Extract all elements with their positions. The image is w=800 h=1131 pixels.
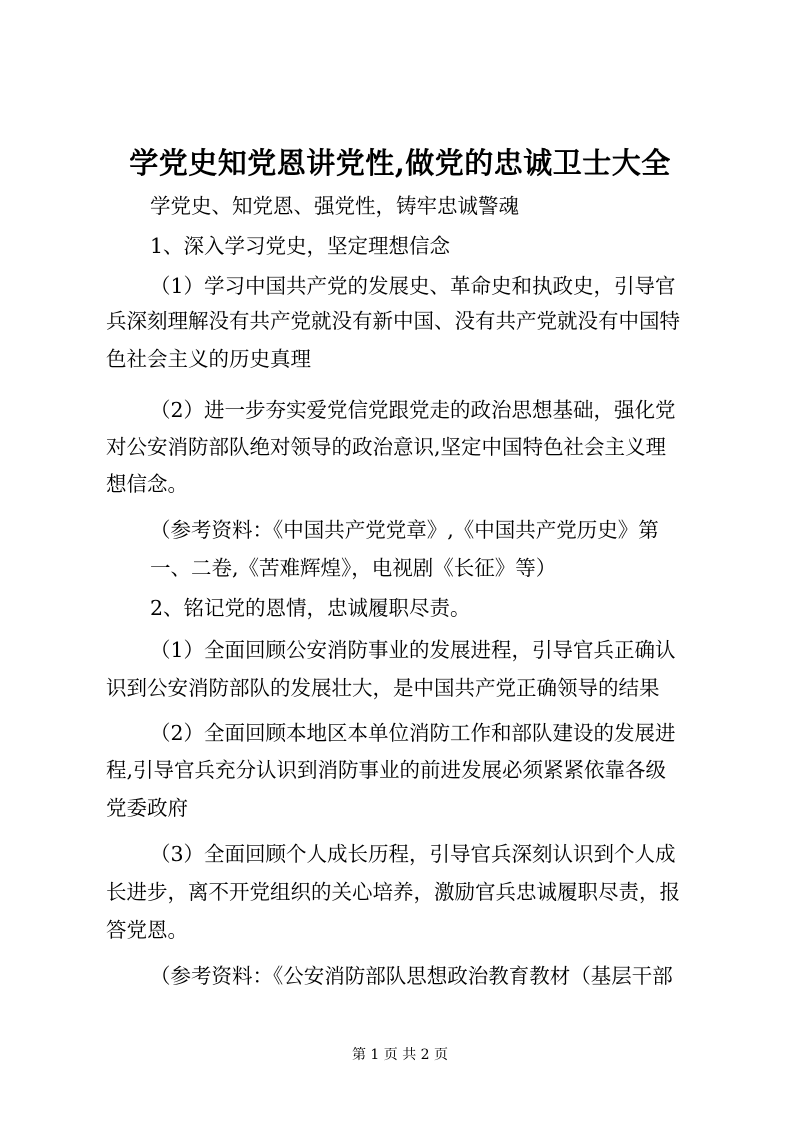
paragraph-line: 对公安消防部队绝对领导的政治意识,坚定中国特色社会主义理	[106, 435, 667, 459]
reference-line: 一、二卷,《苦难辉煌》，电视剧《长征》等）	[150, 556, 557, 580]
paragraph-line: 识到公安消防部队的发展壮大，是中国共产党正确领导的结果	[106, 676, 660, 700]
paragraph-line: 想信念。	[106, 472, 188, 496]
section-heading-1: 1、深入学习党史，坚定理想信念	[150, 234, 451, 258]
paragraph-line: 长进步，离不开党组织的关心培养，激励官兵忠诚履职尽责，报	[106, 880, 680, 904]
paragraph-line: （1）全面回顾公安消防事业的发展进程，引导官兵正确认	[150, 638, 676, 662]
paragraph-line: （3）全面回顾个人成长历程，引导官兵深刻认识到个人成	[150, 842, 676, 866]
subtitle-line: 学党史、知党恩、强党性，铸牢忠诚警魂	[150, 194, 519, 218]
paragraph-line: 程,引导官兵充分认识到消防事业的前进发展必须紧紧依靠各级	[106, 758, 667, 782]
paragraph-line: 色社会主义的历史真理	[106, 347, 311, 371]
paragraph-line: （2）进一步夯实爱党信党跟党走的政治思想基础，强化党	[150, 398, 676, 422]
page-footer: 第 1 页 共 2 页	[351, 1047, 449, 1063]
paragraph-line: 答党恩。	[106, 918, 188, 942]
reference-line: （参考资料：《中国共产党党章》,《中国共产党历史》第	[150, 518, 659, 542]
paragraph-line: （2）全面回顾本地区本单位消防工作和部队建设的发展进	[150, 721, 676, 745]
reference-line: （参考资料：《公安消防部队思想政治教育教材（基层干部	[150, 964, 673, 988]
document-title: 学党史知党恩讲党性,做党的忠诚卫士大全	[129, 146, 671, 180]
paragraph-line: （1）学习中国共产党的发展史、革命史和执政史，引导官	[150, 274, 676, 298]
paragraph-line: 党委政府	[106, 796, 188, 820]
section-heading-2: 2、铭记党的恩情，忠诚履职尽责。	[150, 596, 471, 620]
paragraph-line: 兵深刻理解没有共产党就没有新中国、没有共产党就没有中国特	[106, 309, 680, 333]
